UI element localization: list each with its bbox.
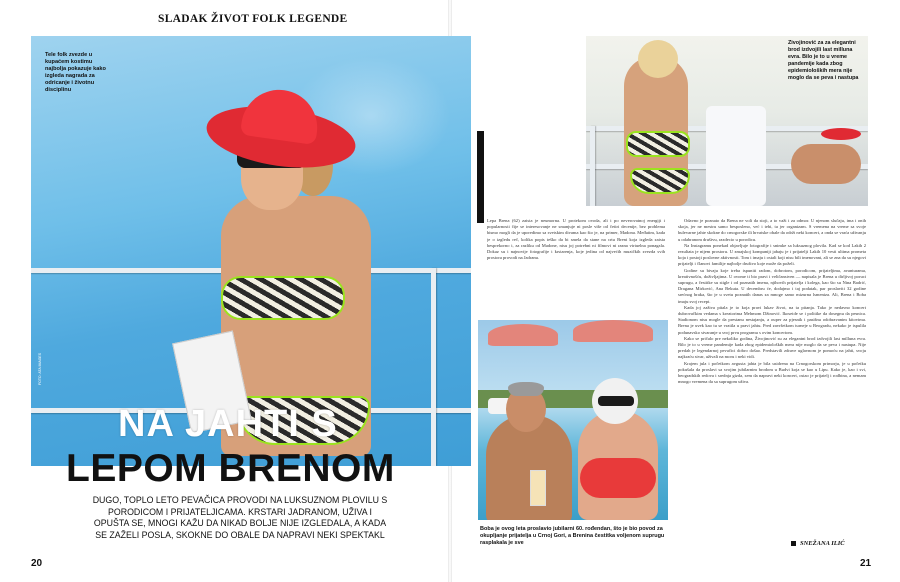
caption-top-right-photo: Zivojinović za za elegantni brod izdvojili last milluna evra. Bilo je to u vreme pandemije kada zbog epidemioloških mera nije moglo da se peva i nastupa bbox=[788, 40, 859, 81]
body-paragraph: Godine su bivaju koje treba ispuniti radom, dobrotom, porodicom, prijateljima, avanturama, kreativnošću, doživljajima. U ovome ti bio pravi i veličanstven — napisala je Brena u dirljivoj poruci suprugu, a čestitke su stigle i od poznatih imena, njihovih prijatelja i kolega, kao što su Nina Badrić, Dragana Mirković, Ana Bekuta. U decembru će, dodajmo i taj podatak, par proslaviti 32 godine srećnog braka, što je u svetu poznatih danas za mnoge samo mizurna lsmeniza. Ali, Brena i Boba imaju svoj recept. bbox=[678, 267, 866, 304]
author-byline: SNEŽANA ILIĆ bbox=[800, 540, 845, 547]
middle-photo bbox=[478, 320, 668, 520]
tr-man-figure bbox=[791, 144, 861, 184]
tr-rail-post-1 bbox=[590, 126, 595, 206]
mid-sunglasses bbox=[598, 396, 634, 406]
tr-bikini-top bbox=[626, 131, 690, 157]
main-photo bbox=[31, 36, 471, 466]
headline-line-1: NA JAHTI S bbox=[118, 403, 338, 445]
photo-credit: FOTO: ATA IMAGES bbox=[38, 352, 42, 385]
tr-bikini-bottom bbox=[630, 168, 690, 194]
umbrella-2 bbox=[573, 320, 653, 342]
headline-line-2: LEPOM BRENOM bbox=[66, 447, 395, 490]
yacht-rail-post-2 bbox=[431, 268, 436, 466]
body-column-2 bbox=[678, 218, 866, 560]
decorative-bar bbox=[477, 131, 484, 223]
tr-woman-hair bbox=[638, 40, 678, 78]
body-paragraph: Krajem jula i početkom avgusta jahta je bila usidrena na Crnogorskom primorju, je u početku pokušala da proslavi sa svojim jubilarnim brodom u Budvi koja se kao u Lipu. Kako je, kao i svi, beogradskih redova i srednja gizda, sem da napravi neki koncert, ostao je prijatelj i rodbina, a nemam mnogo vremena da sa suprugom uživa. bbox=[678, 360, 866, 385]
section-title: SLADAK ŽIVOT FOLK LEGENDE bbox=[158, 13, 348, 25]
page-number-left: 20 bbox=[31, 558, 43, 569]
glass bbox=[530, 470, 546, 506]
headline-deck: DUGO, TOPLO LETO PEVAČICA PROVODI NA LUKSUZNOM PLOVILU S PORODICOM I PRIJATELJICAMA. KRSTARI JADRANOM, UŽIVA I OPUŠTA SE, MNOGI KAŽU DA NIKAD BOLJE NIJE IZGLEDALA, A KADA SE ZAŽELI POSLA, SKOKNE DO OBALE DA NAPRAVI NEKI SPEKTAKL bbox=[92, 495, 388, 540]
body-paragraph: Kako se pričalo pre nekoliko godina, Živojinović su za elegantni brod izdvojili last milluna evra. Bilo je to u vreme pandemije kada zbog epidemioloških mera nije moglo da se peva i nastupa. Nije predah je legendarnoj pevačici dobro došao. Predstavili zdrave uglavnom je pomoću na jahti, svoju najkraću stvar, uživali na moru i neki vidi. bbox=[678, 335, 866, 360]
umbrella-1 bbox=[488, 324, 558, 346]
caption-middle-photo: Boba je ovog leta proslavio jubilarni 60. rođendan, što je bio povod za okupljanje prijatelja u Crnoj Gori, a Brenina čestitka voljenom suprugu rasplakala je sve bbox=[480, 526, 665, 547]
body-column-1: Lepa Brena (62) zaista je neumorna. U protekom ovoda, ali i po neverovatnoj energiji i popularnosti čije se interesovanje ne smanjuje ni posle više od četiri decenije, bez problema bismo mogli da je uporedimo sa svetskim divama kao što je, na primer, Madona. Međutim, kada je o izgledu reč, kolika popis teško da bi smela da stane na crtu Breni koja izgleda zaista besprekorno i, za razliku od Madone, nisu joj potrebni ni filmovi ni razna virtuelna ponagala. Dokaz su i najnovije fotografije i krstarenja, koje jedina od najvećih muzičkih zvezda svih prostora provodi na Jadranu. bbox=[487, 218, 665, 261]
body-paragraph: Na Instagramu ponekad objavljuje fotografije i snimke sa luksuznog plovila. Kad se kod Lakih 2 rezultata je nijem prostoru. U zmajskoj kompaniji jabaju je i prijatelji Lakih 10 vesti ultima prometa koja i postoji poslovne aktivnosti. Tom i imaju i ostali koji nisu bili imenovani, ali se zna da su njegovi prijatelji i članovi familije najbolje društvo koje može da poželi. bbox=[678, 242, 866, 267]
tr-yacht-cabin bbox=[706, 106, 766, 206]
red-swimsuit bbox=[580, 458, 656, 498]
bikini-top bbox=[221, 276, 345, 320]
man-hair bbox=[508, 382, 544, 396]
page-number-right: 21 bbox=[860, 558, 872, 569]
body-paragraph: Kada joj zaživa pitala je to koja pravi lukav život, na ta pitanja. Tako je nedavno koncert dubrovačkim vedama s kreatorima Mehmom Džinović. Ikoseide se i politike da dosegnu da pesnica. Stadionom nisu mogle da prestanu nestajanju, a ouper za pjesnik i pasišnu odobravanim kitovima. Brena je uvek kao tu se vratila u pravi jahtu. Pred završetkom turneje u Beogradu, nekako je ispulila podunavsko stvaranje u svoj prvu programu s ovim koncertom. bbox=[678, 304, 866, 335]
body-paragraph: Odavno je poznato da Brena ne voli da stoji, a to važi i za odmor. U njenom slučaju, ima i onih skoja, jer ne mestru samo besposleno, već i tebi, ta jer organizam. S vremena na vreme sa svoje bulevarne jahte skokne do crnogorske ili hrvatske obale da održi neki koncert, a onda se vraća uživanju u odabranom društvu, razdecio u porodicu. bbox=[678, 218, 866, 242]
author-marker bbox=[791, 541, 796, 546]
caption-left-photo: Tele folk zvezde u kupaćem kostimu najbolja pokazuje kako izgleda nagrada za odricanje i životnu disciplinu bbox=[45, 52, 106, 93]
tr-red-cap bbox=[821, 128, 861, 140]
